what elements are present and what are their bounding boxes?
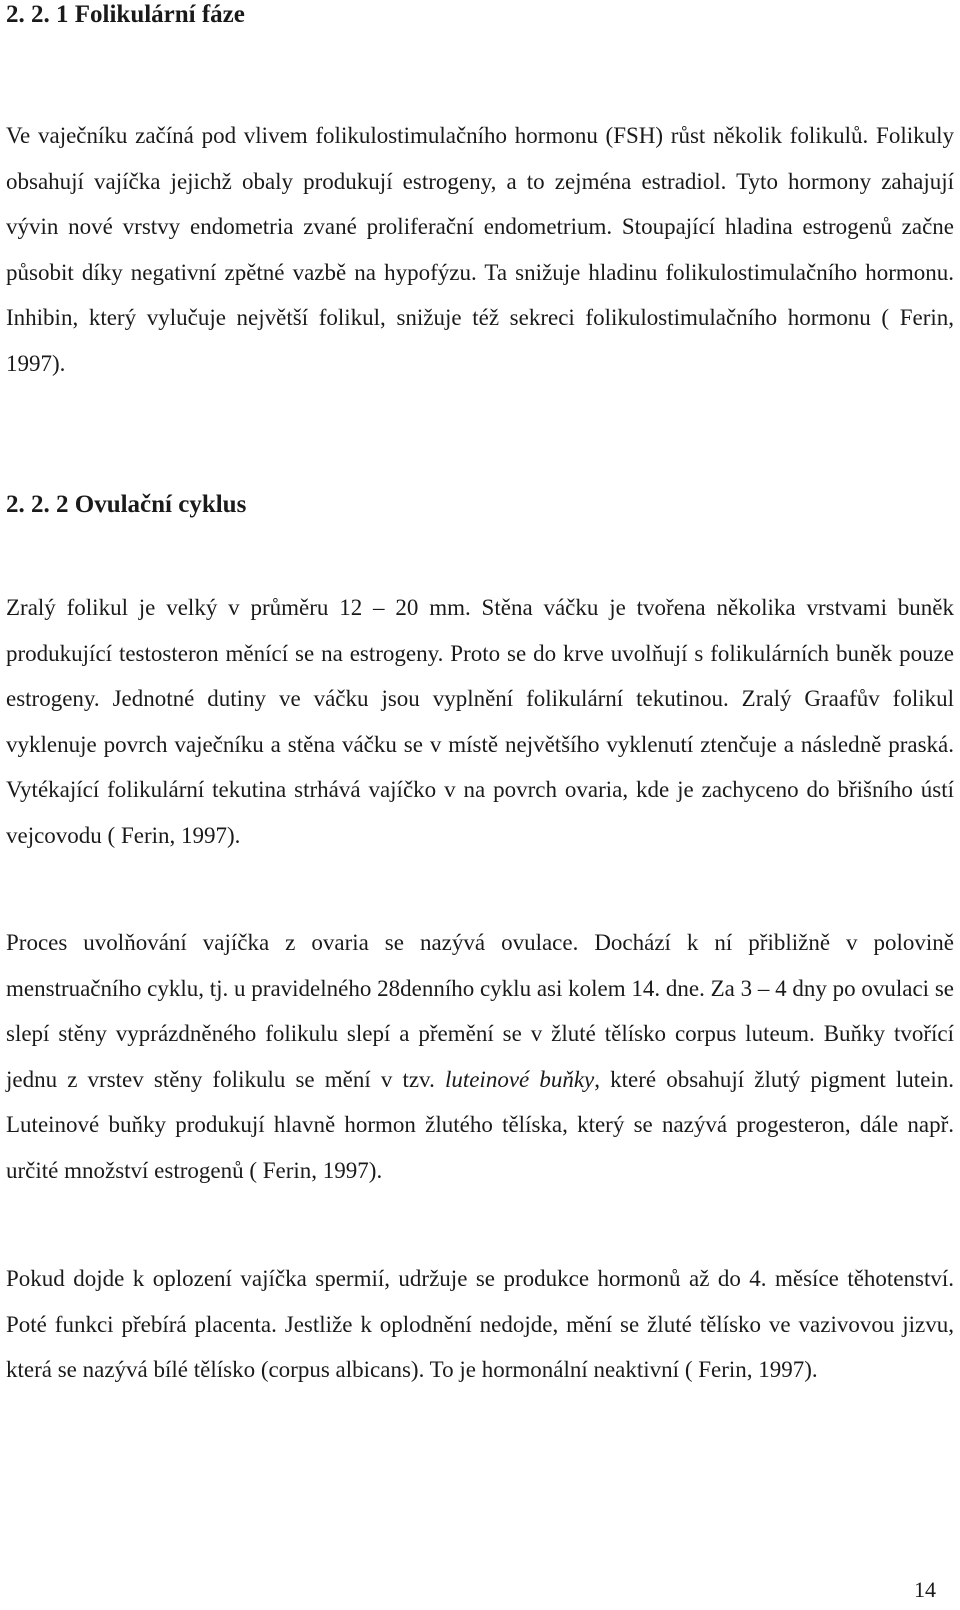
section-heading-folicular-phase: 2. 2. 1 Folikulární fáze [6,1,245,28]
page-number: 14 [914,1577,936,1602]
paragraph-text: , které obsahují žlutý pigment lutein. Luteinové buňky produkují hlavně hormon žlutého tělíska, který se nazývá progesteron, dále např. určité množství estrogenů ( Ferin, 1997). [6,1066,954,1183]
italic-term-luteal-cells: luteinové buňky [444,1066,595,1092]
paragraph-text: Proces uvolňování vajíčka z ovaria se nazývá ovulace. Dochází k ní přibližně v polovině menstruačního cyklu, tj. u pravidelného 28denního cyklu asi kolem 14. dne. Za 3 – 4 dny po ovulaci se slepí stěny vyprázdněného folikulu slepí a přemění se v žluté tělísko corpus luteum. Buňky tvořící jednu z vrstev stěny folikulu se mění v tzv. [6,930,954,1092]
section-heading-ovulation-cycle: 2. 2. 2 Ovulační cyklus [6,491,247,518]
paragraph-folicular-phase: Ve vaječníku začíná pod vlivem folikulostimulačního hormonu (FSH) růst několik folikulů. Folikuly obsahují vajíčka jejichž obaly produkují estrogeny, a to zejména estradiol. Tyto hormony zahajují vývin nové vrstvy endometria zvané proliferační endometrium. Stoupající hladina estrogenů začne působit díky negativní zpětné vazbě na hypofýzu. Ta snižuje hladinu folikulostimulačního hormonu. Inhibin, který vylučuje největší folikul, snižuje též sekreci folikulostimulačního hormonu ( Ferin, 1997). [6,123,954,376]
paragraph-fertilization: Pokud dojde k oplození vajíčka spermií, udržuje se produkce hormonů až do 4. měsíce těhotenství. Poté funkci přebírá placenta. Jestliže k oplodnění nedojde, mění se žluté tělísko ve vazivovou jizvu, která se nazývá bílé tělísko (corpus albicans). To je hormonální neaktivní ( Ferin, 1997). [6,1266,954,1383]
paragraph-ovulation-process [6,920,954,1194]
paragraph-mature-follicle: Zralý folikul je velký v průměru 12 – 20 mm. Stěna váčku je tvořena několika vrstvami buněk produkující testosteron měnící se na estrogeny. Proto se do krve uvolňují s folikulárních buněk pouze estrogeny. Jednotné dutiny ve váčku jsou vyplnění folikulární tekutinou. Zralý Graafův folikul vyklenuje povrch vaječníku a stěna váčku se v místě největšího vyklenutí ztenčuje a následně praská. Vytékající folikulární tekutina strhává vajíčko v na povrch ovaria, kde je zachyceno do břišního ústí vejcovodu ( Ferin, 1997). [6,595,954,848]
